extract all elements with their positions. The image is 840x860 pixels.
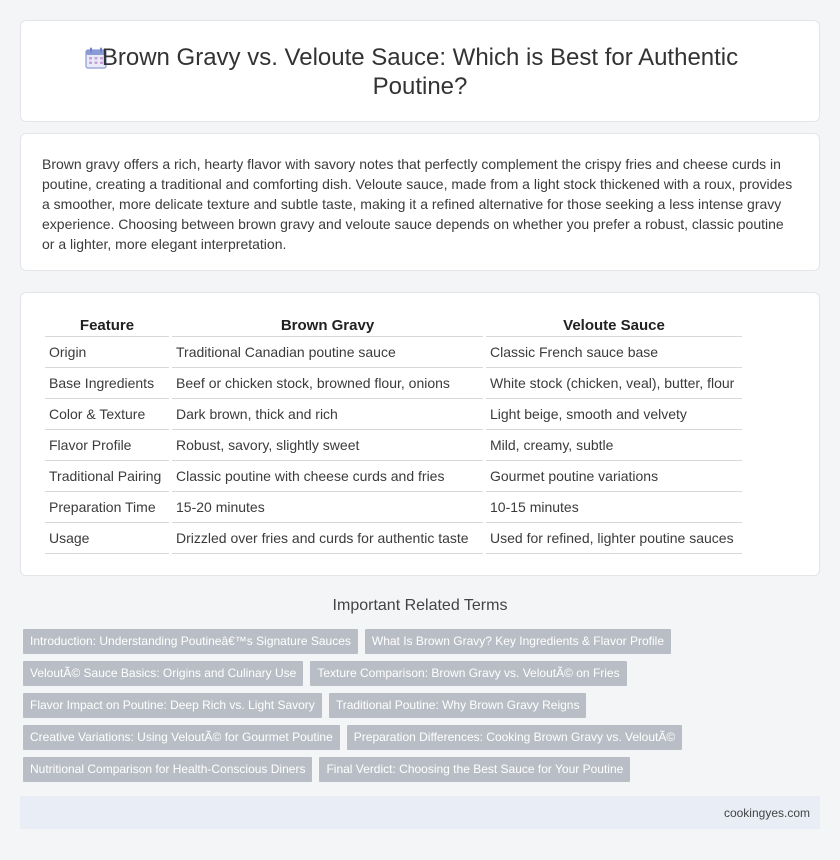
table-row xyxy=(45,523,742,554)
tag-row xyxy=(23,725,823,757)
table-cell: Flavor Profile xyxy=(45,430,169,461)
footer-site-name: cookingyes.com xyxy=(723,806,810,820)
table-cell: Traditional Pairing xyxy=(45,461,169,492)
related-term-tag[interactable]: Flavor Impact on Poutine: Deep Rich vs. Light Savory xyxy=(23,693,322,718)
title-card xyxy=(20,20,820,122)
page-title: Brown Gravy vs. Veloute Sauce: Which is Best for Authentic Poutine? xyxy=(101,44,739,100)
related-term-tag[interactable]: Final Verdict: Choosing the Best Sauce for Your Poutine xyxy=(319,757,630,782)
table-cell: Preparation Time xyxy=(45,492,169,523)
summary-card xyxy=(20,133,820,271)
table-cell: 10-15 minutes xyxy=(486,492,742,523)
table-row xyxy=(45,492,742,523)
table-cell: 15-20 minutes xyxy=(172,492,483,523)
related-term-tag[interactable]: Preparation Differences: Cooking Brown Gravy vs. VeloutÃ© xyxy=(347,725,682,750)
comparison-table xyxy=(42,315,745,554)
table-row xyxy=(45,399,742,430)
table-cell: Origin xyxy=(45,337,169,368)
table-cell: Drizzled over fries and curds for authentic taste xyxy=(172,523,483,554)
table-cell: Base Ingredients xyxy=(45,368,169,399)
table-cell: Dark brown, thick and rich xyxy=(172,399,483,430)
table-cell: Mild, creamy, subtle xyxy=(486,430,742,461)
column-header-feature: Feature xyxy=(45,315,169,337)
tag-row xyxy=(23,629,823,661)
column-header-veloute-sauce: Veloute Sauce xyxy=(486,315,742,337)
table-cell: Gourmet poutine variations xyxy=(486,461,742,492)
related-term-tag[interactable]: What Is Brown Gravy? Key Ingredients & Flavor Profile xyxy=(365,629,671,654)
table-cell: Robust, savory, slightly sweet xyxy=(172,430,483,461)
table-cell: Classic poutine with cheese curds and fries xyxy=(172,461,483,492)
related-term-tag[interactable]: Traditional Poutine: Why Brown Gravy Reigns xyxy=(329,693,587,718)
table-row xyxy=(45,368,742,399)
table-cell: Usage xyxy=(45,523,169,554)
related-term-tag[interactable]: VeloutÃ© Sauce Basics: Origins and Culinary Use xyxy=(23,661,303,686)
related-term-tag[interactable]: Texture Comparison: Brown Gravy vs. VeloutÃ© on Fries xyxy=(310,661,626,686)
table-cell: Beef or chicken stock, browned flour, onions xyxy=(172,368,483,399)
table-row xyxy=(45,430,742,461)
related-terms-heading: Important Related Terms xyxy=(332,597,508,614)
column-header-brown-gravy: Brown Gravy xyxy=(172,315,483,337)
table-cell: Classic French sauce base xyxy=(486,337,742,368)
table-cell: Light beige, smooth and velvety xyxy=(486,399,742,430)
table-cell: Traditional Canadian poutine sauce xyxy=(172,337,483,368)
related-term-tag[interactable]: Nutritional Comparison for Health-Conscious Diners xyxy=(23,757,312,782)
related-term-tag[interactable]: Introduction: Understanding Poutineâ€™s Signature Sauces xyxy=(23,629,358,654)
tag-row xyxy=(23,693,823,725)
table-header-row xyxy=(45,315,742,337)
comparison-table-card xyxy=(20,292,820,576)
tag-row xyxy=(23,757,823,789)
related-terms-list xyxy=(23,629,823,789)
table-row xyxy=(45,337,742,368)
table-cell: Color & Texture xyxy=(45,399,169,430)
footer xyxy=(20,796,820,829)
tag-row xyxy=(23,661,823,693)
table-cell: Used for refined, lighter poutine sauces xyxy=(486,523,742,554)
table-cell: White stock (chicken, veal), butter, flour xyxy=(486,368,742,399)
summary-text: Brown gravy offers a rich, hearty flavor with savory notes that perfectly complement the crispy fries and cheese curds in poutine, creating a traditional and comforting dish. Veloute sauce, made from a light stock thickened with a roux, provides a smoother, more delicate texture and subtle taste, making it a refined alternative for those seeking a less intense gravy experience. Choosing between brown gravy and veloute sauce depends on whether you prefer a robust, classic poutine or a lighter, more elegant interpretation. xyxy=(42,156,793,252)
table-row xyxy=(45,461,742,492)
related-term-tag[interactable]: Creative Variations: Using VeloutÃ© for Gourmet Poutine xyxy=(23,725,340,750)
